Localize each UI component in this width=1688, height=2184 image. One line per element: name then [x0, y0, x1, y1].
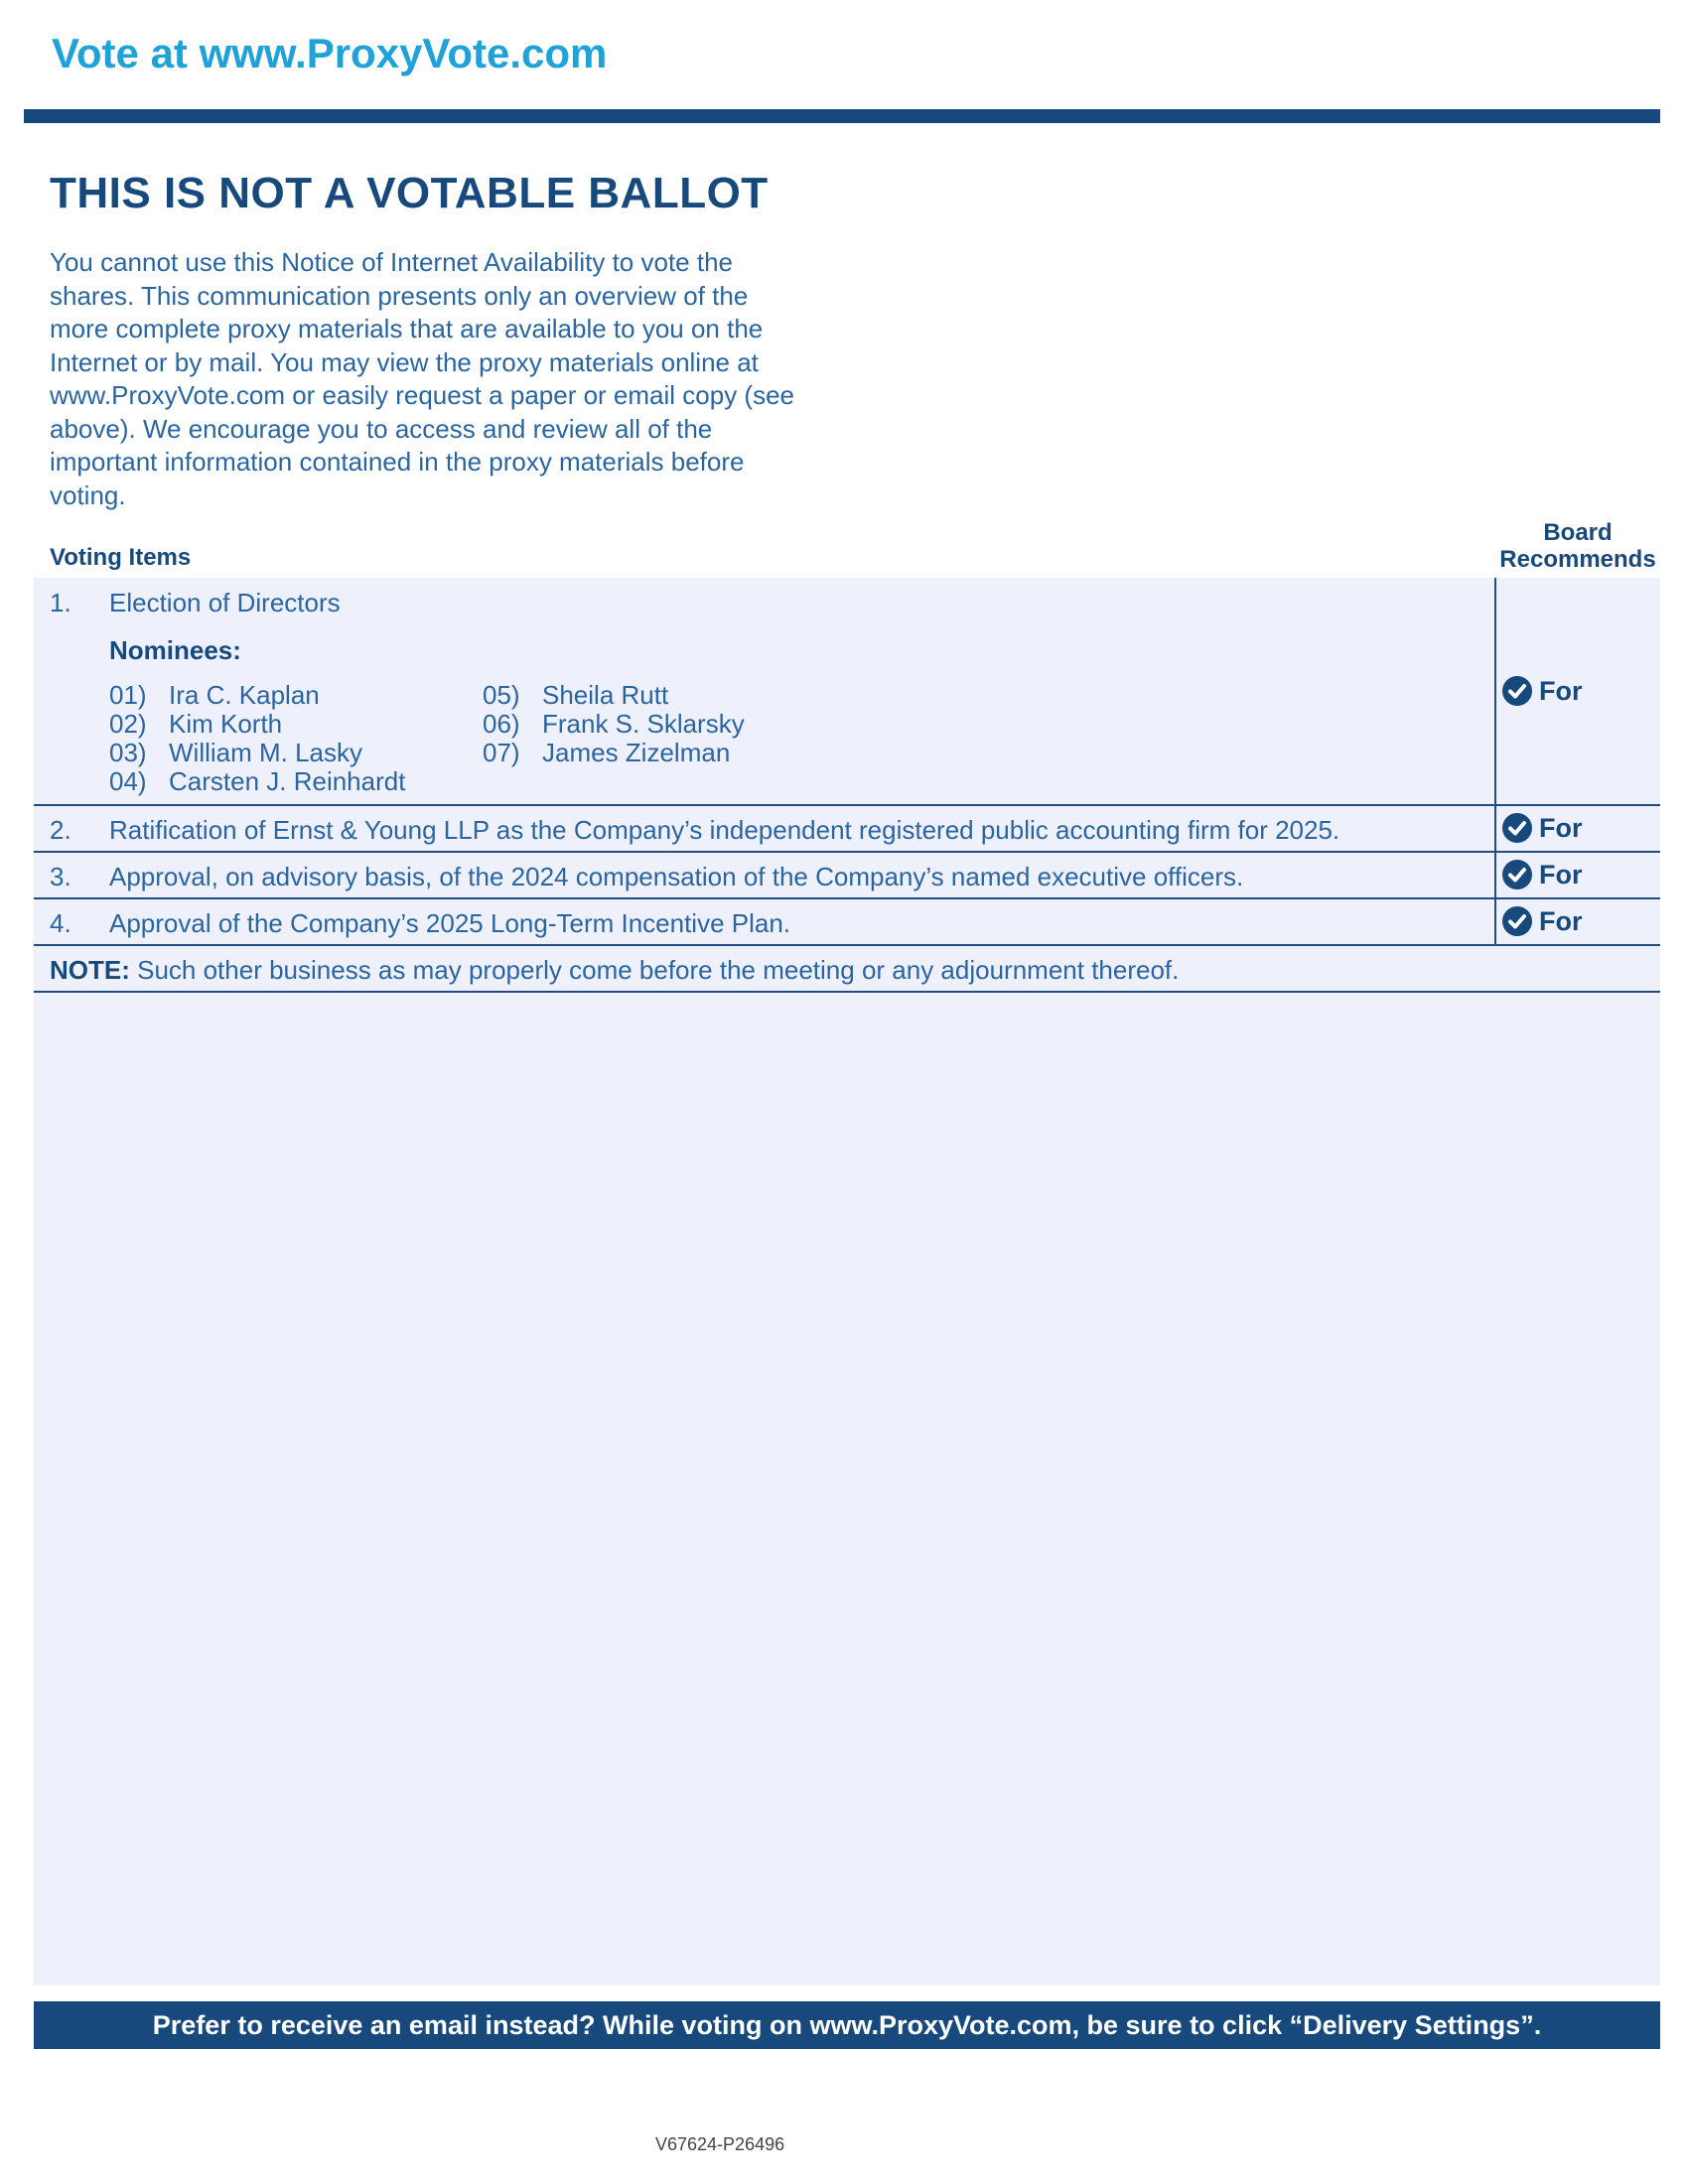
- nominee: 04) Carsten J. Reinhardt: [109, 766, 406, 796]
- page-title: THIS IS NOT A VOTABLE BALLOT: [50, 169, 769, 217]
- item-number: 3.: [50, 862, 71, 891]
- item-text: Approval of the Company’s 2025 Long-Term Incentive Plan.: [109, 908, 791, 938]
- board-header-line1: Board: [1543, 519, 1613, 546]
- voting-items-header: Voting Items: [50, 544, 192, 571]
- document-code: V67624-P26496: [655, 2134, 785, 2154]
- row-divider: [34, 851, 1660, 853]
- nominee: 01) Ira C. Kaplan: [109, 680, 320, 710]
- nominee: 02) Kim Korth: [109, 709, 283, 739]
- check-circle-icon: [1501, 675, 1533, 707]
- nominee: 03) William M. Lasky: [109, 738, 363, 767]
- check-circle-icon: [1501, 905, 1533, 937]
- recommendation-item-2: For: [1501, 812, 1583, 844]
- intro-paragraph: You cannot use this Notice of Internet Availability to vote the shares. This communication presents only an overview of the more complete proxy materials that are available to you on the Internet or by mail. You may view the proxy materials online at www.ProxyVote.com or easily request a paper or email copy (see above). We encourage you to access and review all of the important information contained in the proxy materials before voting.: [50, 247, 795, 510]
- proxyvote-link[interactable]: Vote at www.ProxyVote.com: [52, 30, 608, 76]
- email-prompt-text: Prefer to receive an email instead? While voting on www.ProxyVote.com, be sure to click “Delivery Settings”.: [152, 2009, 1542, 2040]
- note-text: NOTE: Such other business as may properly come before the meeting or any adjournment thereof.: [50, 955, 1180, 985]
- board-recommends-header: [1495, 519, 1660, 573]
- item-number: 1.: [50, 588, 71, 617]
- header-divider: [24, 109, 1660, 123]
- email-delivery-banner: [34, 2001, 1660, 2049]
- item-text: Election of Directors: [109, 588, 341, 617]
- nominee: 07) James Zizelman: [483, 738, 731, 767]
- nominees-label: Nominees:: [109, 635, 241, 665]
- recommendation-item-3: For: [1501, 859, 1583, 890]
- item-text: Approval, on advisory basis, of the 2024 compensation of the Company’s named executive officers.: [109, 862, 1244, 891]
- board-header-line2: Recommends: [1499, 546, 1656, 573]
- recommendation-column-divider: [1494, 578, 1496, 945]
- row-divider: [34, 944, 1660, 946]
- row-divider: [34, 897, 1660, 899]
- nominee: 05) Sheila Rutt: [483, 680, 669, 710]
- item-number: 4.: [50, 908, 71, 938]
- row-divider: [34, 991, 1660, 993]
- check-circle-icon: [1501, 859, 1533, 890]
- check-circle-icon: [1501, 812, 1533, 844]
- nominee: 06) Frank S. Sklarsky: [483, 709, 745, 739]
- item-text: Ratification of Ernst & Young LLP as the Company’s independent registered public accounting firm for 2025.: [109, 815, 1340, 845]
- recommendation-item-4: For: [1501, 905, 1583, 937]
- row-divider: [34, 804, 1660, 806]
- item-number: 2.: [50, 815, 71, 845]
- recommendation-item-1: For: [1501, 675, 1583, 707]
